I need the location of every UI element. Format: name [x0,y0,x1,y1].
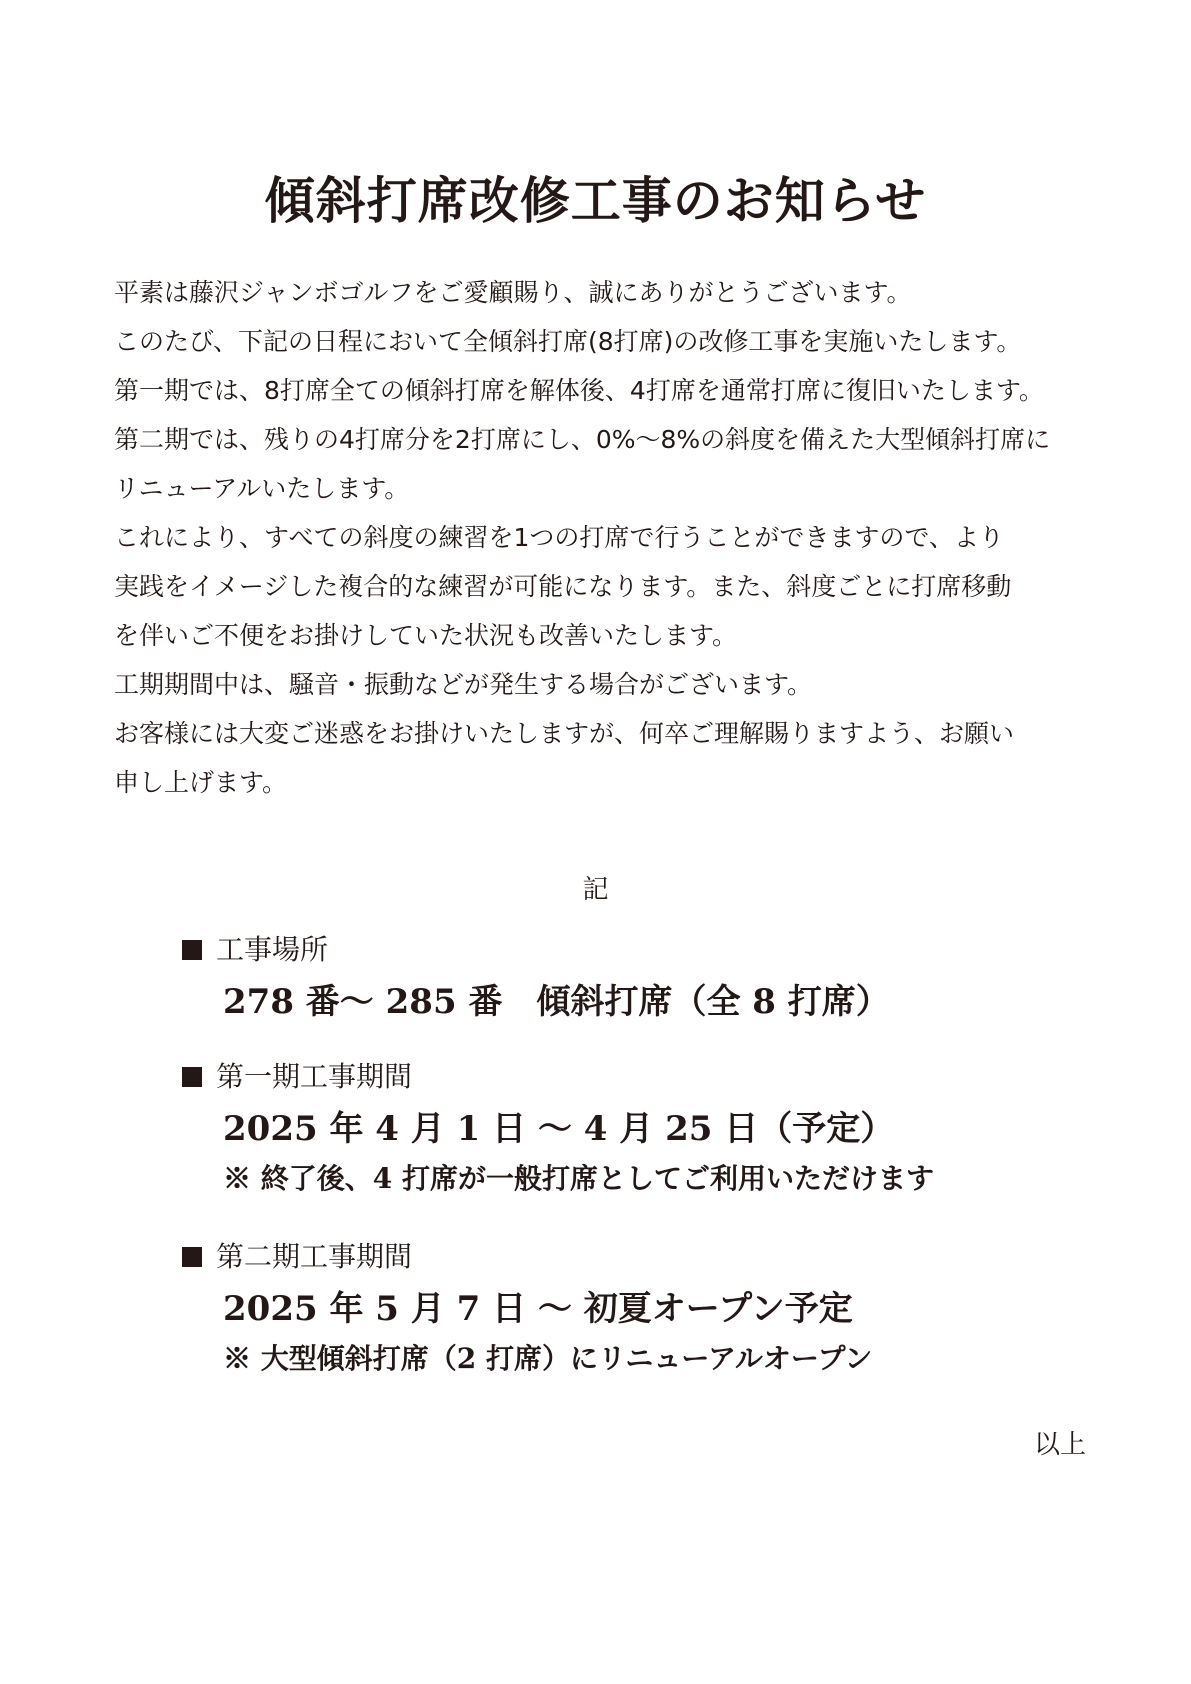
section-phase1 [182,1057,1112,1199]
body-line: リニューアルいたします。 [114,474,410,503]
phase2-period: 2025 年 5 月 7 日 〜 初夏オープン予定 [223,1289,853,1329]
body-line: を伴いご不便をお掛けしていた状況も改善いたします。 [114,621,738,650]
location-detail: 278 番〜 285 番 傾斜打席（全 8 打席） [223,982,890,1022]
body-line: お客様には大変ご迷惑をお掛けいたしますが、何卒ご理解賜りますよう、お願い [114,719,1015,748]
section-location [182,930,1112,1026]
section-heading [182,930,1112,970]
page-title: 傾斜打席改修工事のお知らせ [264,170,927,230]
ki-label: 記 [582,875,609,905]
closing-remark: 以上 [1033,1430,1086,1460]
body-line: これにより、すべての斜度の練習を1つの打席で行うことができますので、より [114,523,1004,552]
section-heading [182,1237,1112,1277]
body-line: 申し上げます。 [114,768,288,797]
body-line: このたび、下記の日程において全傾斜打席(8打席)の改修工事を実施いたします。 [114,327,1022,356]
square-bullet-icon [182,940,202,960]
section-heading [182,1057,1112,1097]
section-heading-text: 工事場所 [216,933,329,966]
body-line: 平素は藤沢ジャンボゴルフをご愛顧賜り、誠にありがとうございます。 [114,278,912,307]
section-heading-text: 第一期工事期間 [216,1060,413,1093]
body-line: 実践をイメージした複合的な練習が可能になります。また、斜度ごとに打席移動 [114,572,1012,601]
square-bullet-icon [182,1067,202,1087]
body-line: 第二期では、残りの4打席分を2打席にし、0%〜8%の斜度を備えた大型傾斜打席に [114,425,1051,454]
section-heading-text: 第二期工事期間 [216,1240,413,1273]
phase2-note: ※ 大型傾斜打席（2 打席）にリニューアルオープン [223,1342,873,1375]
square-bullet-icon [182,1247,202,1267]
phase1-period: 2025 年 4 月 1 日 〜 4 月 25 日（予定） [223,1109,895,1149]
phase1-note: ※ 終了後、4 打席が一般打席としてご利用いただけます [223,1162,934,1195]
section-phase2 [182,1237,1112,1379]
body-line: 第一期では、8打席全ての傾斜打席を解体後、4打席を通常打席に復旧いたします。 [114,376,1044,405]
body-line: 工期期間中は、騒音・振動などが発生する場合がございます。 [114,670,813,699]
notice-body [114,268,1104,807]
